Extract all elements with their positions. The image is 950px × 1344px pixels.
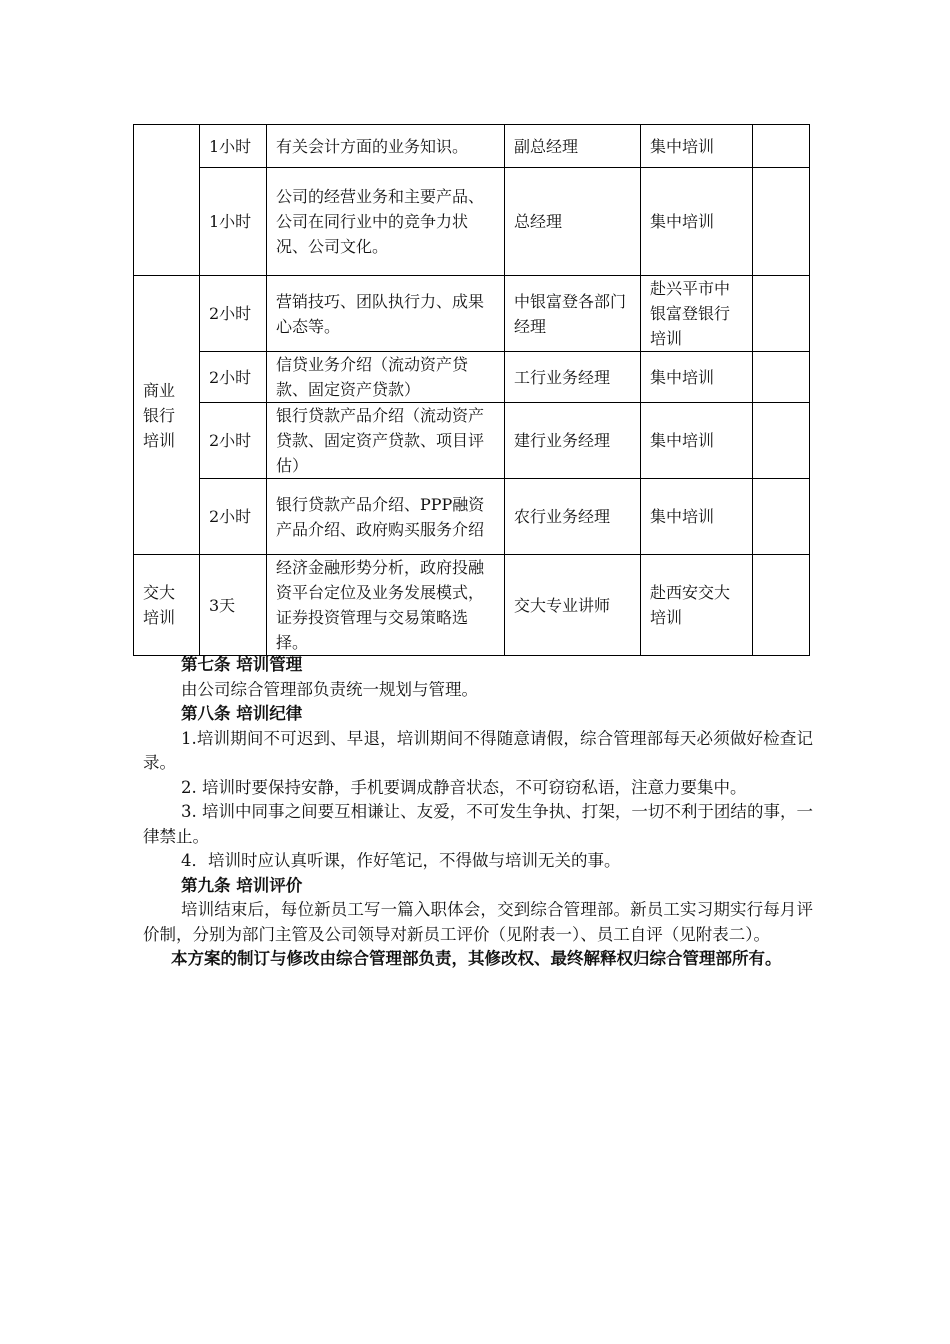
table-row (134, 403, 810, 479)
duration-cell: 1小时 (200, 168, 267, 276)
discipline-item: 1.培训期间不可迟到、早退，培训期间不得随意请假，综合管理部每天必须做好检查记录。 (143, 728, 813, 772)
table-row (134, 168, 810, 276)
content-cell: 银行贷款产品介绍、PPP融资产品介绍、政府购买服务介绍 (267, 479, 505, 555)
article-7-body: 由公司综合管理部负责统一规划与管理。 (181, 679, 478, 699)
category-cell (134, 125, 200, 276)
lecturer-cell: 交大专业讲师 (505, 555, 641, 656)
discipline-item: 4．培训时应认真听课，作好笔记，不得做与培训无关的事。 (181, 851, 621, 870)
training-schedule-table (133, 124, 810, 656)
method-cell: 集中培训 (641, 479, 753, 555)
table-row (134, 479, 810, 555)
category-cell: 商业银行培训 (134, 276, 200, 555)
lecturer-cell: 副总经理 (505, 125, 641, 168)
lecturer-cell: 工行业务经理 (505, 352, 641, 403)
content-cell: 经济金融形势分析，政府投融资平台定位及业务发展模式，证券投资管理与交易策略选择。 (267, 555, 505, 656)
remark-cell (753, 168, 810, 276)
duration-cell: 1小时 (200, 125, 267, 168)
content-cell: 信贷业务介绍（流动资产贷款、固定资产贷款） (267, 352, 505, 403)
article-9-heading: 第九条 培训评价 (181, 875, 303, 895)
lecturer-cell: 中银富登各部门经理 (505, 276, 641, 352)
method-cell: 集中培训 (641, 125, 753, 168)
content-cell: 银行贷款产品介绍（流动资产贷款、固定资产贷款、项目评估） (267, 403, 505, 479)
remark-cell (753, 403, 810, 479)
remark-cell (753, 352, 810, 403)
lecturer-cell: 农行业务经理 (505, 479, 641, 555)
table-row (134, 555, 810, 656)
duration-cell: 2小时 (200, 276, 267, 352)
lecturer-cell: 建行业务经理 (505, 403, 641, 479)
closing-note: 本方案的制订与修改由综合管理部负责，其修改权、最终解释权归综合管理部所有。 (171, 949, 782, 968)
duration-cell: 3天 (200, 555, 267, 656)
discipline-item: 3. 培训中同事之间要互相谦让、友爱，不可发生争执、打架，一切不利于团结的事，一律禁止。 (143, 802, 813, 846)
remark-cell (753, 276, 810, 352)
article-7-heading: 第七条 培训管理 (181, 655, 303, 674)
remark-cell (753, 125, 810, 168)
method-cell: 集中培训 (641, 403, 753, 479)
content-cell: 公司的经营业务和主要产品、公司在同行业中的竞争力状况、公司文化。 (267, 168, 505, 276)
method-cell: 集中培训 (641, 168, 753, 276)
category-cell: 交大培训 (134, 555, 200, 656)
content-cell: 营销技巧、团队执行力、成果心态等。 (267, 276, 505, 352)
discipline-item: 2. 培训时要保持安静，手机要调成静音状态，不可窃窃私语，注意力要集中。 (181, 777, 747, 797)
remark-cell (753, 479, 810, 555)
article-8-heading: 第八条 培训纪律 (181, 704, 303, 723)
method-cell: 赴兴平市中银富登银行培训 (641, 276, 753, 352)
table-row (134, 276, 810, 352)
method-cell: 赴西安交大培训 (641, 555, 753, 656)
article-9-body: 培训结束后，每位新员工写一篇入职体会，交到综合管理部。新员工实习期实行每月评价制，分别为部门主管及公司领导对新员工评价（见附表一）、员工自评（见附表二）。 (143, 900, 813, 944)
method-cell: 集中培训 (641, 352, 753, 403)
table-row (134, 352, 810, 403)
remark-cell (753, 555, 810, 656)
duration-cell: 2小时 (200, 479, 267, 555)
duration-cell: 2小时 (200, 403, 267, 479)
table-row (134, 125, 810, 168)
duration-cell: 2小时 (200, 352, 267, 403)
rules-section (143, 653, 813, 972)
lecturer-cell: 总经理 (505, 168, 641, 276)
content-cell: 有关会计方面的业务知识。 (267, 125, 505, 168)
